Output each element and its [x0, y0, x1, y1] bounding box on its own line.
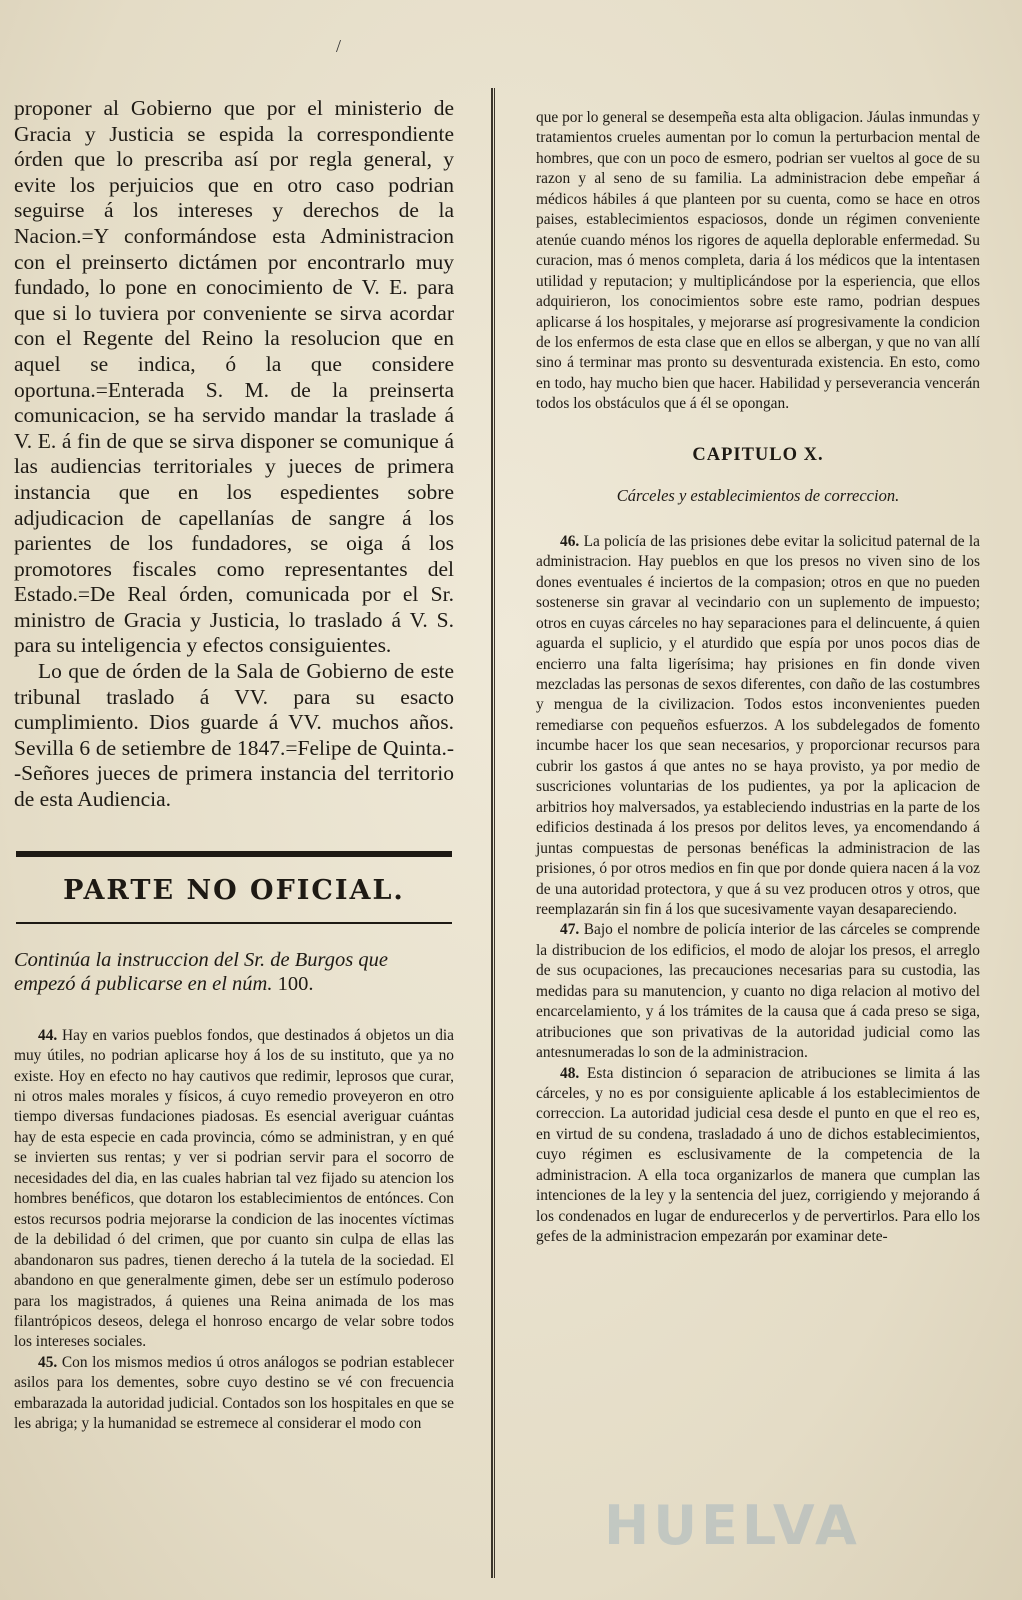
left-column — [14, 96, 454, 1435]
paragraph-45 — [14, 1353, 454, 1435]
paragraph-46 — [536, 532, 980, 921]
paragraph-text: Bajo el nombre de policía interior de las cárceles se comprende la distribucion de los edificios, el modo de alojar los presos, el arreglo de sus ocupaciones, las precauciones necesarias para su custodia, las medidas para su manutencion, y cuanto no diga relacion al motivo del encarcelamiento, y á los trámites de la causa que á cada preso se siga, atribuciones que son privativas de la autoridad judicial como las antesnumeradas lo son de la administracion. — [536, 921, 980, 1062]
instruction-subtitle — [14, 948, 454, 996]
subtitle-italic: Continúa la instruccion del Sr. de Burgos que empezó á publicarse en el núm. — [14, 948, 388, 995]
paragraph-text: Hay en varios pueblos fondos, que destinados á objetos un dia muy útiles, no podrian aplicarse hoy á los de su instituto, que ya no existe. Hoy en efecto no hay cautivos que redimir, leprosos que curar, ni otros males morales y físicos, á cuyo remedio proveyeron en otro tiempo diversas fundaciones piadosas. Es esencial averiguar cuántas hay de esta especie en cada provincia, cómo se administran, y en qué se invierten sus rentas; y ver si podrian servir para el socorro de necesidades del dia, en las cuales habrian tal vez fijado su atencion los hombres benéficos, que dotaron los establecimientos de entónces. Con estos recursos podria mejorarse la condicion de las inocentes víctimas de la debilidad ó del crimen, que por cuanto sin culpa de ellas las abandonaron sus padres, tienen derecho á la tutela de la sociedad. El abandono en que generalmente gimen, debe ser un estímulo poderoso para los magistrados, á quienes una Reina animada de los mas filantrópicos deseos, delega el honroso encargo de velar sobre todos los intereses sociales. — [14, 1026, 454, 1351]
section-rule-bottom — [16, 922, 452, 924]
paragraph-text: Con los mismos medios ú otros análogos se podrian establecer asilos para los dementes, sobre cuyo destino se vé con frecuencia embarazada la autoridad judicial. Contados son los hospitales en que se les abriga; y la humanidad se estremece al considerar el modo con — [14, 1353, 454, 1433]
page-mark: / — [336, 36, 342, 56]
paragraph-48 — [536, 1064, 980, 1248]
paragraph-number: 46. — [560, 532, 580, 550]
subtitle-number: 100. — [277, 972, 314, 995]
paragraph-number: 44. — [38, 1026, 58, 1044]
paragraph-text: La policía de las prisiones debe evitar la solicitud paternal de la administracion. Hay pueblos en que los presos no viven sino de los dones eventuales é inciertos de la compasion; otros en que no pueden sostenerse sin gravar al vecindario con un suplemento de impuesto; otros en cuyas cárceles no hay separaciones para el delincuente, á quien aguarda el suplicio, y el aturdido que espía por unos pocos dias de encierro una falta ligerísima; hay prisiones en fin donde viven mezcladas las personas de sexos diferentes, con daño de las costumbres y mengua de la civilizacion. Todos estos inconvenientes pueden remediarse con pequeños esfuerzos. A los subdelegados de fomento incumbe hacer los que sean necesarios, y proporcionar recursos para cubrir los gastos á que antes no se haya provisto, ya por medio de suscriciones voluntarias de los pudientes, ya por la aplicacion de arbitrios hoy malversados, ya estableciendo industrias en la parte de los edificios destinada á los presos por delitos leves, ya encomendando á juntas compuestas de personas benéficas la administracion de las prisiones, ó por otros medios en fin que por donde quiera nacen á la voz de una autoridad protectora, y que á su vez producen otros y otros, que reemplazarán sin fin á los que sucesivamente vayan desapareciendo. — [536, 532, 980, 918]
chapter-subtitle: Cárceles y establecimientos de correccion. — [616, 485, 900, 505]
paragraph-44 — [14, 1026, 454, 1353]
right-column — [536, 108, 980, 1248]
paragraph-number: 45. — [38, 1353, 58, 1371]
continuation-paragraph: que por lo general se desempeña esta alta obligacion. Jáulas inmundas y tratamientos crueles aumentan por lo comun la perturbacion mental de hombres, que con un poco de esmero, podrian ser vueltos al goce de su razon y al seno de su familia. La administracion debe empeñar á médicos hábiles á que planteen por su cuenta, como se hace en otros paises, establecimientos espaciosos, donde un régimen conveniente atenúe cuando ménos los rigores de aquella deplorable enfermedad. Su curacion, mas ó menos completa, daria á los médicos que la intentasen utilidad y reputacion; y multiplicándose por la esperiencia, que ellos adquirieron, los conocimientos sobre este ramo, podrian despues aplicarse á los hospitales, y mejorarse así progresivamente la condicion de los enfermos de esta clase que en ellos se albergan, y que no van allí sino á terminar mas pronto su desventurada existencia. En esto, como en todo, hay mucho bien que hacer. Habilidad y perseverancia vencerán todos los obstáculos que á él se opongan. — [536, 109, 980, 413]
paragraph-number: 48. — [560, 1064, 580, 1082]
library-watermark: HUELVA — [604, 1494, 861, 1557]
section-heading: PARTE NO OFICIAL. — [63, 874, 405, 906]
paragraph-text: Esta distincion ó separacion de atribuciones se limita á las cárceles, y no es por consiguiente aplicable á los establecimientos de correccion. La autoridad judicial cesa desde el punto en que el reo es, en virtud de su condena, trasladado á uno de dichos establecimientos, cuyo régimen es esclusivamente de la competencia de la administracion. A ella toca organizarlos de manera que cumplan las intenciones de la ley y la sentencia del juez, corrigiendo y mejorando á los condenados en lugar de endurecerlos y de pervertirlos. Para ello los gefes de la administracion empezarán por examinar dete- — [536, 1064, 980, 1246]
official-paragraph-2: Lo que de órden de la Sala de Gobierno de este tribunal traslado á VV. para su esacto cumplimiento. Dios guarde á VV. muchos años. Sevilla 6 de setiembre de 1847.=Felipe de Quinta.--Señores jueces de primera instancia del territorio de esta Audiencia. — [14, 659, 454, 812]
section-rule-top — [16, 851, 452, 857]
paragraph-47 — [536, 920, 980, 1063]
official-paragraph-1: proponer al Gobierno que por el ministerio de Gracia y Justicia se espida la correspondiente órden que lo prescriba así por regla general, y evite los perjuicios que en otro caso podrian seguirse á los intereses y derechos de la Nacion.=Y conformándose esta Administracion con el preinserto dictámen por encontrarlo muy fundado, lo pone en conocimiento de V. E. para que si lo tuviera por conveniente se sirva acordar con el Regente del Reino la resolucion que en aquel se indica, ó la que considere oportuna.=Enterada S. M. de la preinserta comunicacion, se ha servido mandar la traslade á V. E. á fin de que se sirva disponer se comunique á las audiencias territoriales y jueces de primera instancia que en los espedientes sobre adjudicacion de capellanías de sangre á los parientes de los fundadores, se oiga á los promotores fiscales como representantes del Estado.=De Real órden, comunicada por el Sr. ministro de Gracia y Justicia, lo traslado á V. S. para su inteligencia y efectos consiguientes. — [14, 96, 454, 658]
official-section — [14, 96, 454, 813]
paragraph-number: 47. — [560, 921, 580, 939]
column-divider — [491, 88, 495, 1578]
instruction-body — [14, 1026, 454, 1435]
chapter-title: CAPITULO X. — [692, 444, 824, 465]
